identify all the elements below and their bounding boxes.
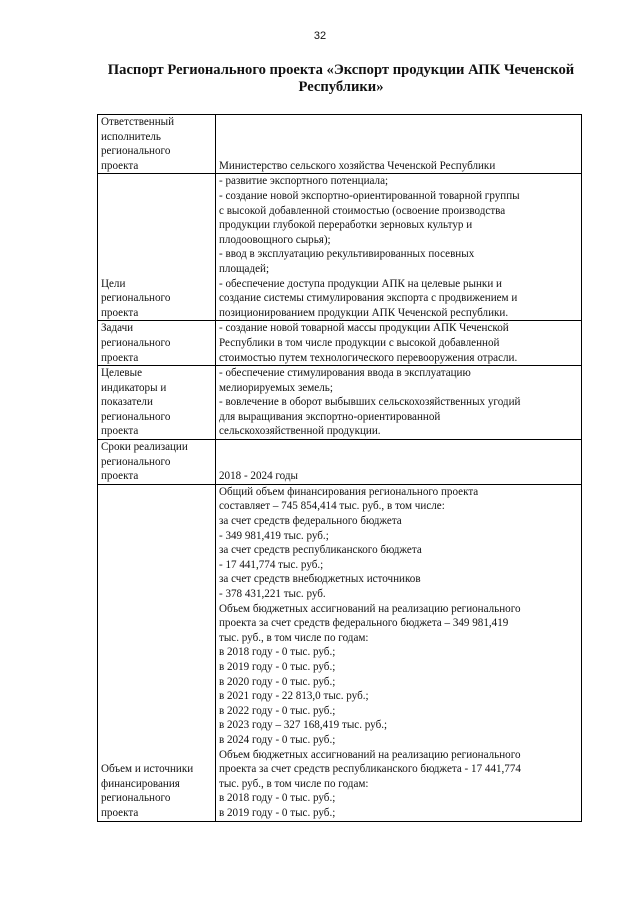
row-value-line: 2018 - 2024 годы	[219, 470, 298, 483]
row-value-line: в 2020 году - 0 тыс. руб.;	[219, 675, 336, 688]
row-value-line: площадей;	[219, 262, 270, 275]
row-value-line: мелиорируемых земель;	[219, 381, 333, 394]
table-row	[98, 366, 582, 440]
row-value-line: Объем бюджетных ассигнований на реализацию регионального	[219, 748, 521, 761]
row-label-line: регионального	[101, 410, 171, 423]
row-label-line: Цели	[101, 277, 126, 290]
row-label-line: регионального	[101, 792, 171, 805]
row-value-line: в 2018 году - 0 тыс. руб.;	[219, 792, 336, 805]
row-label-line: регионального	[101, 292, 171, 305]
row-value-line: - вовлечение в оборот выбывших сельскохозяйственных угодий	[219, 396, 521, 409]
row-label-line: Целевые	[101, 367, 143, 380]
row-value-line: - обеспечение стимулирования ввода в эксплуатацию	[219, 367, 471, 380]
row-value-cell	[216, 484, 582, 821]
row-value-line: в 2019 году - 0 тыс. руб.;	[219, 806, 336, 819]
page-title	[96, 62, 586, 96]
row-label-line: регионального	[101, 455, 171, 468]
row-label-line: проекта	[101, 159, 139, 172]
row-label-cell	[98, 174, 216, 321]
row-value-line: - развитие экспортного потенциала;	[219, 175, 389, 188]
row-value-line: - 378 431,221 тыс. руб.	[219, 588, 326, 600]
row-value-cell	[216, 174, 582, 321]
row-label-line: Сроки реализации	[101, 441, 188, 454]
row-value-line: позиционированием продукции АПК Чеченской республики.	[219, 306, 509, 319]
row-value-line: в 2023 году – 327 168,419 тыс. руб.;	[219, 719, 388, 732]
row-value-cell	[216, 321, 582, 366]
row-value-line: - создание новой экспортно-ориентированной товарной группы	[219, 189, 520, 202]
row-label-line: проекта	[101, 351, 139, 364]
row-value-line: за счет средств внебюджетных источников	[219, 573, 421, 586]
row-value-line: с высокой добавленной стоимостью (освоение производства	[219, 204, 506, 217]
row-value-line: - 17 441,774 тыс. руб.;	[219, 558, 324, 571]
title-line-2: Республики»	[298, 79, 384, 95]
row-value-cell	[216, 115, 582, 174]
row-value-cell	[216, 440, 582, 485]
title-line-1: Паспорт Регионального проекта «Экспорт продукции АПК Чеченской	[107, 62, 575, 78]
row-value-line: стоимостью путем технологического перевооружения отрасли.	[219, 351, 518, 364]
row-label-line: финансирования	[101, 777, 180, 790]
row-label-line: Задачи	[101, 322, 134, 335]
row-value-line: Республики в том числе продукции с высокой добавленной	[219, 336, 500, 349]
row-value-line: Объем бюджетных ассигнований на реализацию регионального	[219, 602, 521, 615]
passport-table	[97, 114, 582, 822]
table-row	[98, 321, 582, 366]
row-label-cell	[98, 366, 216, 440]
table-row	[98, 174, 582, 321]
table-row	[98, 440, 582, 485]
page-number: 32	[313, 30, 327, 42]
row-label-cell	[98, 115, 216, 174]
row-label-line: проекта	[101, 306, 139, 319]
row-label-line: проекта	[101, 425, 139, 438]
row-label-cell	[98, 484, 216, 821]
row-value-line: проекта за счет средств федерального бюджета – 349 981,419	[219, 617, 509, 630]
row-value-line: плодоовощного сырья);	[219, 233, 331, 246]
row-value-line: в 2022 году - 0 тыс. руб.;	[219, 704, 336, 717]
row-value-line: за счет средств федерального бюджета	[219, 515, 402, 528]
table-row	[98, 484, 582, 821]
row-label-line: регионального	[101, 336, 171, 349]
row-label-line: регионального	[101, 145, 171, 158]
row-value-line: в 2019 году - 0 тыс. руб.;	[219, 660, 336, 673]
row-value-line: - 349 981,419 тыс. руб.;	[219, 529, 329, 542]
row-value-line: продукции глубокой переработки зерновых культур и	[219, 219, 473, 232]
row-label-line: индикаторы и	[101, 381, 167, 394]
row-value-line: для выращивания экспортно-ориентированной	[219, 410, 441, 423]
row-label-cell	[98, 440, 216, 485]
row-label-line: проекта	[101, 470, 139, 483]
row-value-line: проекта за счет средств республиканского бюджета - 17 441,774	[219, 763, 521, 776]
row-value-line: Министерство сельского хозяйства Чеченской Республики	[219, 159, 496, 172]
row-label-line: исполнитель	[101, 130, 161, 143]
row-label-cell	[98, 321, 216, 366]
row-label-line: проекта	[101, 806, 139, 819]
row-value-line: - создание новой товарной массы продукции АПК Чеченской	[219, 322, 509, 335]
row-value-line: в 2018 году - 0 тыс. руб.;	[219, 646, 336, 659]
table-row	[98, 115, 582, 174]
row-value-line: создание системы стимулирования экспорта с продвижением и	[219, 292, 518, 305]
row-label-line: Ответственный	[101, 116, 175, 128]
row-value-line: Общий объем финансирования регионального проекта	[219, 485, 479, 498]
passport-table-body	[98, 115, 582, 822]
row-value-line: - ввод в эксплуатацию рекультивированных посевных	[219, 248, 475, 261]
row-value-line: в 2024 году - 0 тыс. руб.;	[219, 733, 336, 746]
row-value-line: тыс. руб., в том числе по годам:	[219, 631, 369, 644]
row-label-line: Объем и источники	[101, 763, 194, 776]
row-label-line: показатели	[101, 396, 153, 409]
row-value-line: - обеспечение доступа продукции АПК на целевые рынки и	[219, 277, 502, 290]
row-value-line: за счет средств республиканского бюджета	[219, 544, 422, 557]
row-value-line: сельскохозяйственной продукции.	[219, 425, 381, 438]
row-value-line: в 2021 году - 22 813,0 тыс. руб.;	[219, 690, 369, 703]
row-value-cell	[216, 366, 582, 440]
row-value-line: тыс. руб., в том числе по годам:	[219, 777, 369, 790]
row-value-line: составляет – 745 854,414 тыс. руб., в том числе:	[219, 500, 445, 513]
